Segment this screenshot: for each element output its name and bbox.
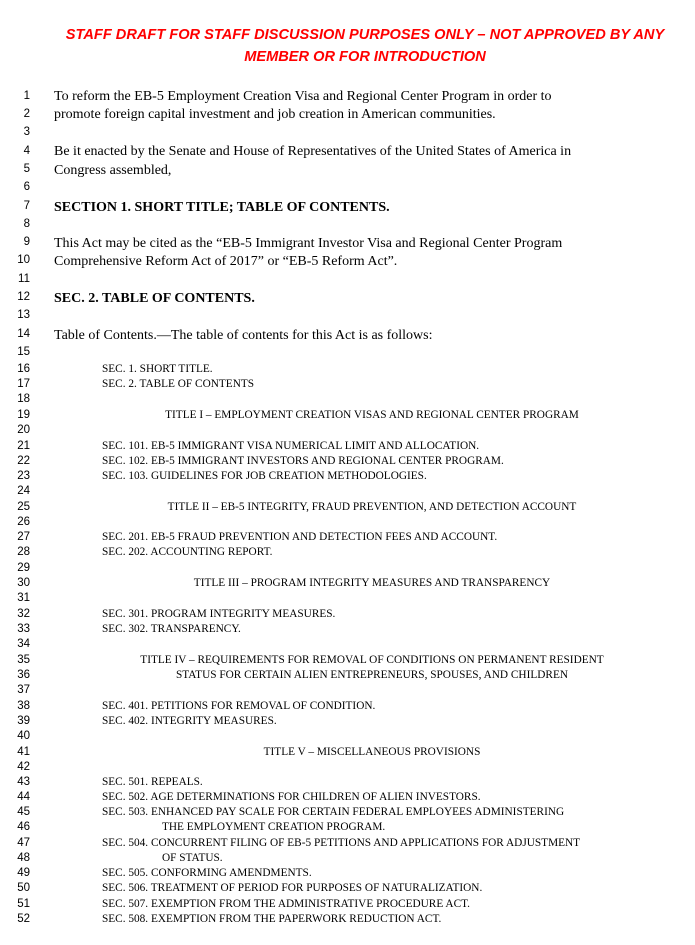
draft-warning-line-1: STAFF DRAFT FOR STAFF DISCUSSION PURPOSES ONLY – NOT APPROVED BY ANY bbox=[65, 27, 665, 43]
draft-warning-line-2: MEMBER OR FOR INTRODUCTION bbox=[244, 49, 486, 65]
line-number: 46 bbox=[17, 821, 30, 833]
enacting-clause-line-1: Be it enacted by the Senate and House of Representatives of the United States of America in bbox=[54, 144, 572, 159]
line-number: 39 bbox=[17, 715, 30, 727]
toc-entry: SEC. 103. GUIDELINES FOR JOB CREATION METHODOLOGIES. bbox=[102, 470, 427, 482]
enacting-clause-line-2: Congress assembled, bbox=[54, 163, 172, 178]
line-number: 37 bbox=[17, 684, 30, 696]
line-number: 11 bbox=[18, 273, 30, 285]
section-1-heading: SECTION 1. SHORT TITLE; TABLE OF CONTENTS. bbox=[54, 200, 390, 215]
toc-entry: SEC. 504. CONCURRENT FILING OF EB-5 PETITIONS AND APPLICATIONS FOR ADJUSTMENT bbox=[102, 837, 581, 849]
line-number: 13 bbox=[17, 309, 30, 321]
line-number: 50 bbox=[17, 882, 30, 894]
line-number: 21 bbox=[17, 440, 30, 452]
line-number: 7 bbox=[23, 200, 30, 212]
toc-entry: SEC. 505. CONFORMING AMENDMENTS. bbox=[102, 867, 312, 879]
citation-line-2: Comprehensive Reform Act of 2017” or “EB-5 Reform Act”. bbox=[54, 254, 398, 269]
toc-entry: SEC. 402. INTEGRITY MEASURES. bbox=[102, 715, 277, 727]
line-number: 1 bbox=[23, 90, 30, 102]
toc-intro: Table of Contents.—The table of contents for this Act is as follows: bbox=[54, 328, 433, 343]
toc-entry: SEC. 508. EXEMPTION FROM THE PAPERWORK REDUCTION ACT. bbox=[102, 913, 442, 925]
line-number: 38 bbox=[17, 700, 30, 712]
toc-title-heading: TITLE IV – REQUIREMENTS FOR REMOVAL OF CONDITIONS ON PERMANENT RESIDENT bbox=[140, 654, 604, 666]
line-number: 10 bbox=[17, 254, 30, 266]
line-number: 30 bbox=[17, 577, 30, 589]
toc-title-heading: TITLE III – PROGRAM INTEGRITY MEASURES AND TRANSPARENCY bbox=[193, 577, 551, 589]
line-number: 52 bbox=[17, 913, 30, 925]
toc-entry: SEC. 2. TABLE OF CONTENTS bbox=[102, 378, 255, 390]
line-number: 33 bbox=[17, 623, 30, 635]
line-number: 44 bbox=[17, 791, 30, 803]
line-number: 28 bbox=[17, 546, 30, 558]
toc-entry: SEC. 301. PROGRAM INTEGRITY MEASURES. bbox=[102, 608, 336, 620]
line-number: 9 bbox=[23, 236, 30, 248]
line-number: 8 bbox=[23, 218, 30, 230]
toc-entry: SEC. 1. SHORT TITLE. bbox=[102, 363, 213, 375]
line-number: 41 bbox=[17, 746, 30, 758]
purpose-line-1: To reform the EB-5 Employment Creation Visa and Regional Center Program in order to bbox=[54, 89, 552, 104]
line-number: 47 bbox=[17, 837, 30, 849]
line-number: 20 bbox=[17, 424, 30, 436]
line-number: 51 bbox=[17, 898, 30, 910]
line-number: 23 bbox=[17, 470, 30, 482]
toc-entry: SEC. 502. AGE DETERMINATIONS FOR CHILDREN OF ALIEN INVESTORS. bbox=[102, 791, 481, 803]
toc-title-heading: STATUS FOR CERTAIN ALIEN ENTREPRENEURS, SPOUSES, AND CHILDREN bbox=[176, 669, 568, 681]
toc-title-heading: TITLE I – EMPLOYMENT CREATION VISAS AND REGIONAL CENTER PROGRAM bbox=[165, 409, 579, 421]
toc-entry-continuation: THE EMPLOYMENT CREATION PROGRAM. bbox=[162, 821, 386, 833]
line-number: 3 bbox=[23, 126, 30, 138]
toc-entry: SEC. 101. EB-5 IMMIGRANT VISA NUMERICAL LIMIT AND ALLOCATION. bbox=[102, 440, 480, 452]
line-number: 24 bbox=[17, 485, 30, 497]
toc-entry-continuation: OF STATUS. bbox=[162, 852, 223, 864]
line-number: 5 bbox=[23, 163, 30, 175]
line-number: 42 bbox=[17, 761, 30, 773]
line-number: 43 bbox=[17, 776, 30, 788]
line-number: 6 bbox=[23, 181, 30, 193]
toc-entry: SEC. 302. TRANSPARENCY. bbox=[102, 623, 241, 635]
line-number: 14 bbox=[17, 328, 30, 340]
line-number: 25 bbox=[17, 501, 30, 513]
toc-entry: SEC. 503. ENHANCED PAY SCALE FOR CERTAIN FEDERAL EMPLOYEES ADMINISTERING bbox=[102, 806, 565, 818]
line-number: 4 bbox=[23, 145, 30, 157]
toc-entry: SEC. 102. EB-5 IMMIGRANT INVESTORS AND REGIONAL CENTER PROGRAM. bbox=[102, 455, 504, 467]
line-number: 26 bbox=[17, 516, 30, 528]
purpose-line-2: promote foreign capital investment and job creation in American communities. bbox=[54, 107, 496, 122]
toc-entry: SEC. 202. ACCOUNTING REPORT. bbox=[102, 546, 273, 558]
line-number: 31 bbox=[17, 592, 30, 604]
line-number: 35 bbox=[17, 654, 30, 666]
line-number: 22 bbox=[17, 455, 30, 467]
line-number: 12 bbox=[17, 291, 30, 303]
line-number: 32 bbox=[17, 608, 30, 620]
line-number: 45 bbox=[17, 806, 30, 818]
line-number: 19 bbox=[17, 409, 30, 421]
line-number: 29 bbox=[17, 562, 30, 574]
line-number: 49 bbox=[17, 867, 30, 879]
toc-entry: SEC. 201. EB-5 FRAUD PREVENTION AND DETECTION FEES AND ACCOUNT. bbox=[102, 531, 498, 543]
line-number: 18 bbox=[17, 393, 30, 405]
toc-entry: SEC. 501. REPEALS. bbox=[102, 776, 203, 788]
toc-entry: SEC. 507. EXEMPTION FROM THE ADMINISTRATIVE PROCEDURE ACT. bbox=[102, 898, 471, 910]
citation-line-1: This Act may be cited as the “EB-5 Immigrant Investor Visa and Regional Center Program bbox=[54, 236, 563, 251]
line-number: 16 bbox=[17, 363, 30, 375]
line-number: 15 bbox=[17, 346, 30, 358]
toc-title-heading: TITLE II – EB-5 INTEGRITY, FRAUD PREVENTION, AND DETECTION ACCOUNT bbox=[167, 501, 577, 513]
line-number: 27 bbox=[17, 531, 30, 543]
toc-entry: SEC. 401. PETITIONS FOR REMOVAL OF CONDITION. bbox=[102, 700, 376, 712]
section-2-heading: SEC. 2. TABLE OF CONTENTS. bbox=[54, 291, 255, 306]
line-number: 17 bbox=[17, 378, 30, 390]
line-number: 40 bbox=[17, 730, 30, 742]
line-number: 48 bbox=[17, 852, 30, 864]
toc-title-heading: TITLE V – MISCELLANEOUS PROVISIONS bbox=[263, 746, 481, 758]
toc-entry: SEC. 506. TREATMENT OF PERIOD FOR PURPOSES OF NATURALIZATION. bbox=[102, 882, 483, 894]
line-number: 34 bbox=[17, 638, 30, 650]
line-number: 2 bbox=[23, 108, 30, 120]
line-number: 36 bbox=[17, 669, 30, 681]
